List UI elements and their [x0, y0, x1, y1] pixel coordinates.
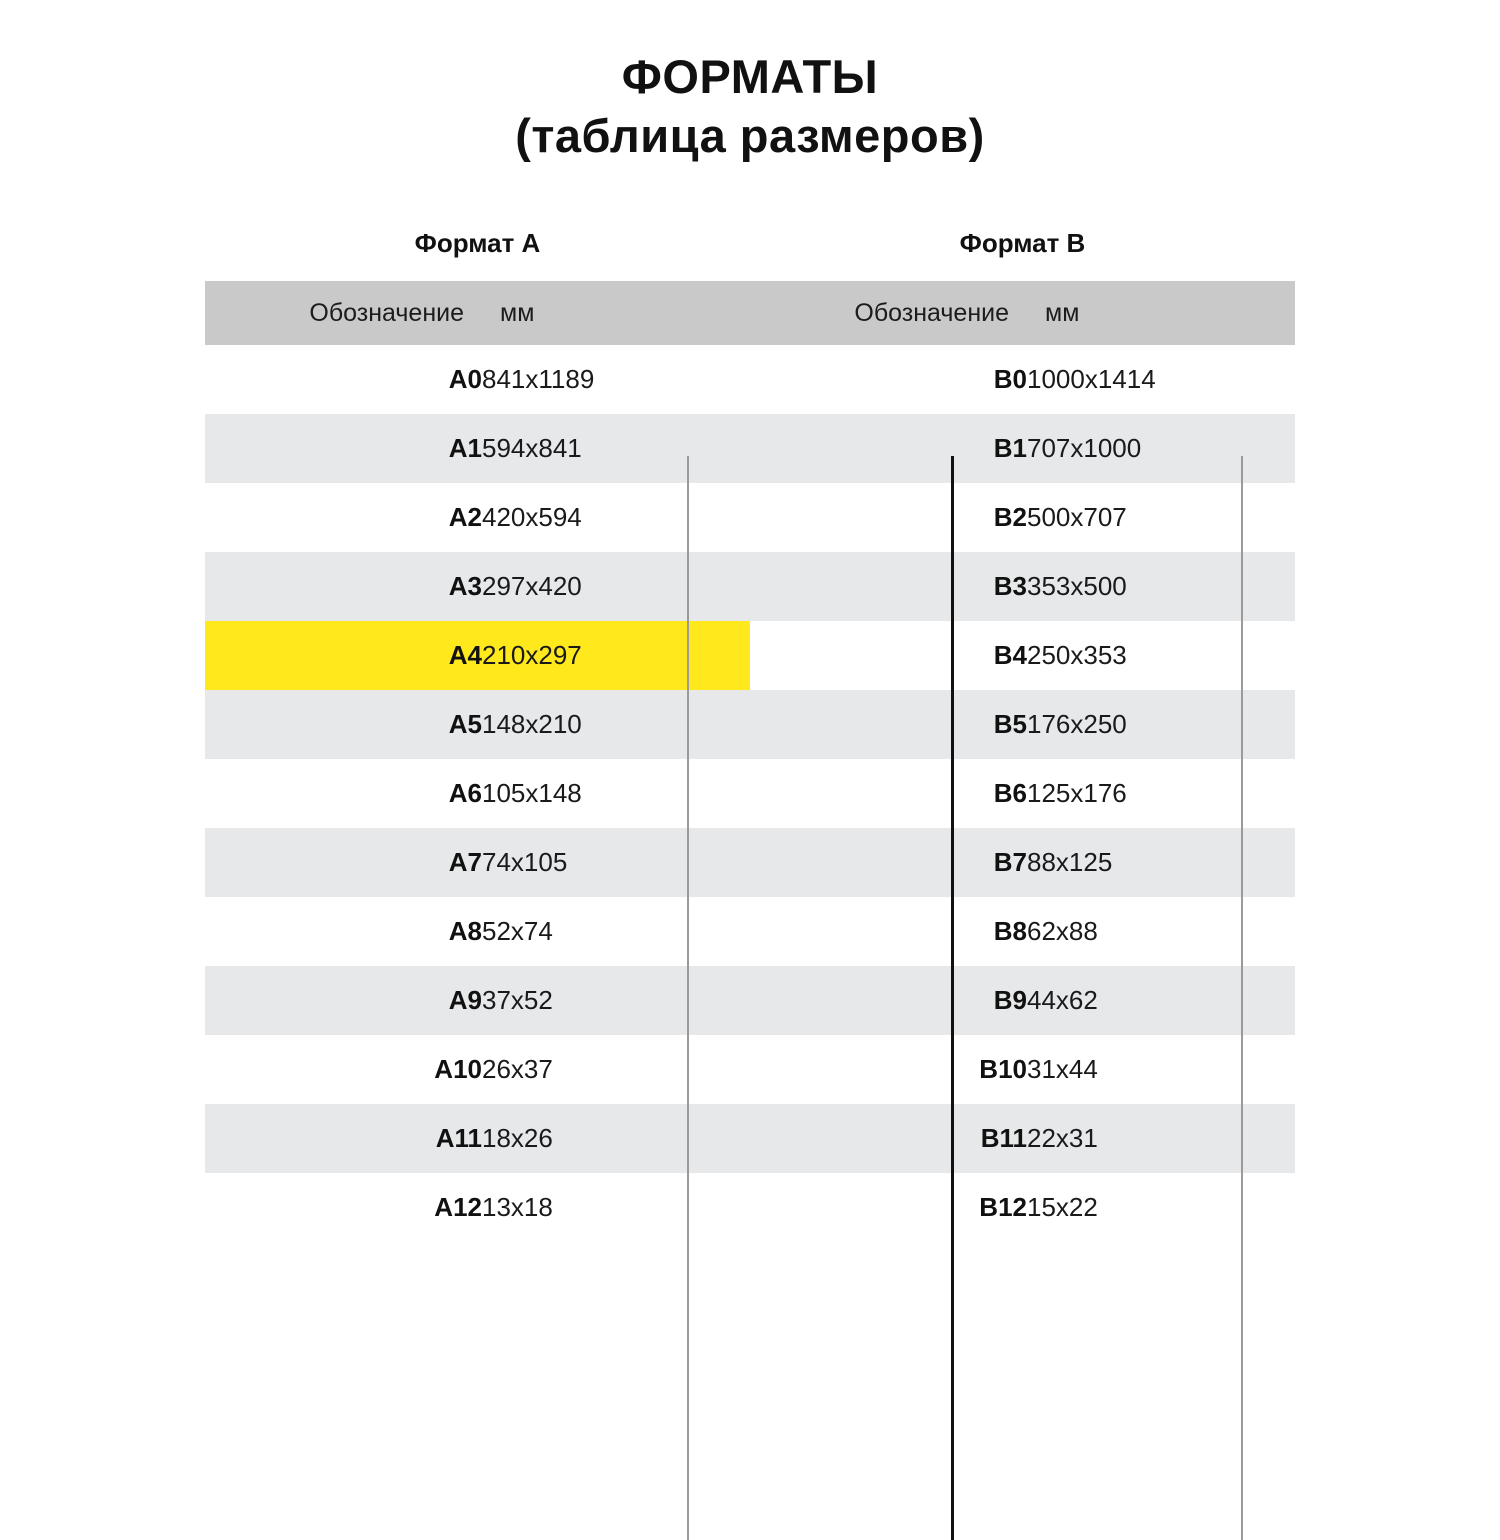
- group-header-a: Формат А: [414, 228, 541, 258]
- cell-mm-a: 74x105: [482, 828, 750, 897]
- cell-code-b: B10: [750, 1035, 1027, 1104]
- table-row: [205, 1104, 1295, 1173]
- cell-mm-a: 297x420: [482, 552, 750, 621]
- header-mm-b: мм: [1027, 281, 1295, 345]
- cell-mm-a: 37x52: [482, 966, 750, 1035]
- cell-code-a: A1: [205, 414, 482, 483]
- cell-mm-b: 1000x1414: [1027, 345, 1295, 414]
- cell-code-b: B1: [750, 414, 1027, 483]
- cell-mm-a: 18x26: [482, 1104, 750, 1173]
- cell-mm-a: 148x210: [482, 690, 750, 759]
- table-row: [205, 483, 1295, 552]
- cell-code-b: B0: [750, 345, 1027, 414]
- header-code-a: Обозначение: [205, 281, 482, 345]
- table-row: [205, 621, 1295, 690]
- cell-mm-b: 88x125: [1027, 828, 1295, 897]
- group-header-b: Формат В: [959, 228, 1086, 258]
- cell-mm-b: 353x500: [1027, 552, 1295, 621]
- group-headers: [205, 228, 1295, 281]
- table-row: [205, 690, 1295, 759]
- cell-code-a: A4: [205, 621, 482, 690]
- cell-code-b: B6: [750, 759, 1027, 828]
- cell-mm-a: 420x594: [482, 483, 750, 552]
- cell-code-a: A0: [205, 345, 482, 414]
- cell-code-b: B4: [750, 621, 1027, 690]
- cell-mm-b: 125x176: [1027, 759, 1295, 828]
- cell-mm-b: 15x22: [1027, 1173, 1295, 1242]
- cell-mm-b: 22x31: [1027, 1104, 1295, 1173]
- cell-code-a: A6: [205, 759, 482, 828]
- cell-code-a: A8: [205, 897, 482, 966]
- cell-code-a: A7: [205, 828, 482, 897]
- cell-mm-a: 52x74: [482, 897, 750, 966]
- cell-mm-b: 31x44: [1027, 1035, 1295, 1104]
- cell-mm-a: 13x18: [482, 1173, 750, 1242]
- header-mm-a: мм: [482, 281, 750, 345]
- page-title: [0, 0, 1500, 166]
- table-row: [205, 966, 1295, 1035]
- header-code-b: Обозначение: [750, 281, 1027, 345]
- cell-mm-a: 105x148: [482, 759, 750, 828]
- cell-code-a: A2: [205, 483, 482, 552]
- cell-mm-a: 26x37: [482, 1035, 750, 1104]
- cell-code-a: A5: [205, 690, 482, 759]
- cell-code-b: B3: [750, 552, 1027, 621]
- cell-code-a: A11: [205, 1104, 482, 1173]
- table-row: [205, 345, 1295, 414]
- table-row: [205, 828, 1295, 897]
- table-row: [205, 414, 1295, 483]
- table-header-row: [205, 281, 1295, 345]
- cell-mm-a: 210x297: [482, 621, 750, 690]
- cell-code-a: A3: [205, 552, 482, 621]
- cell-code-b: B11: [750, 1104, 1027, 1173]
- cell-mm-b: 250x353: [1027, 621, 1295, 690]
- title-line-1: ФОРМАТЫ: [621, 50, 879, 103]
- cell-mm-b: 176x250: [1027, 690, 1295, 759]
- formats-table-wrapper: [205, 228, 1295, 1242]
- group-divider: [951, 456, 954, 1540]
- table-row: [205, 759, 1295, 828]
- cell-code-a: A10: [205, 1035, 482, 1104]
- table-row: [205, 1035, 1295, 1104]
- cell-mm-b: 707x1000: [1027, 414, 1295, 483]
- cell-code-b: B2: [750, 483, 1027, 552]
- cell-mm-a: 594x841: [482, 414, 750, 483]
- column-divider-a: [687, 456, 689, 1540]
- cell-code-b: B8: [750, 897, 1027, 966]
- formats-table: [205, 281, 1295, 1242]
- cell-mm-b: 62x88: [1027, 897, 1295, 966]
- cell-mm-a: 841x1189: [482, 345, 750, 414]
- table-row: [205, 1173, 1295, 1242]
- cell-code-b: B9: [750, 966, 1027, 1035]
- column-divider-b: [1241, 456, 1243, 1540]
- cell-code-a: A9: [205, 966, 482, 1035]
- title-line-2: (таблица размеров): [515, 108, 985, 162]
- table-row: [205, 552, 1295, 621]
- cell-code-b: B5: [750, 690, 1027, 759]
- cell-code-b: B12: [750, 1173, 1027, 1242]
- cell-code-b: B7: [750, 828, 1027, 897]
- cell-code-a: A12: [205, 1173, 482, 1242]
- cell-mm-b: 44x62: [1027, 966, 1295, 1035]
- table-row: [205, 897, 1295, 966]
- cell-mm-b: 500x707: [1027, 483, 1295, 552]
